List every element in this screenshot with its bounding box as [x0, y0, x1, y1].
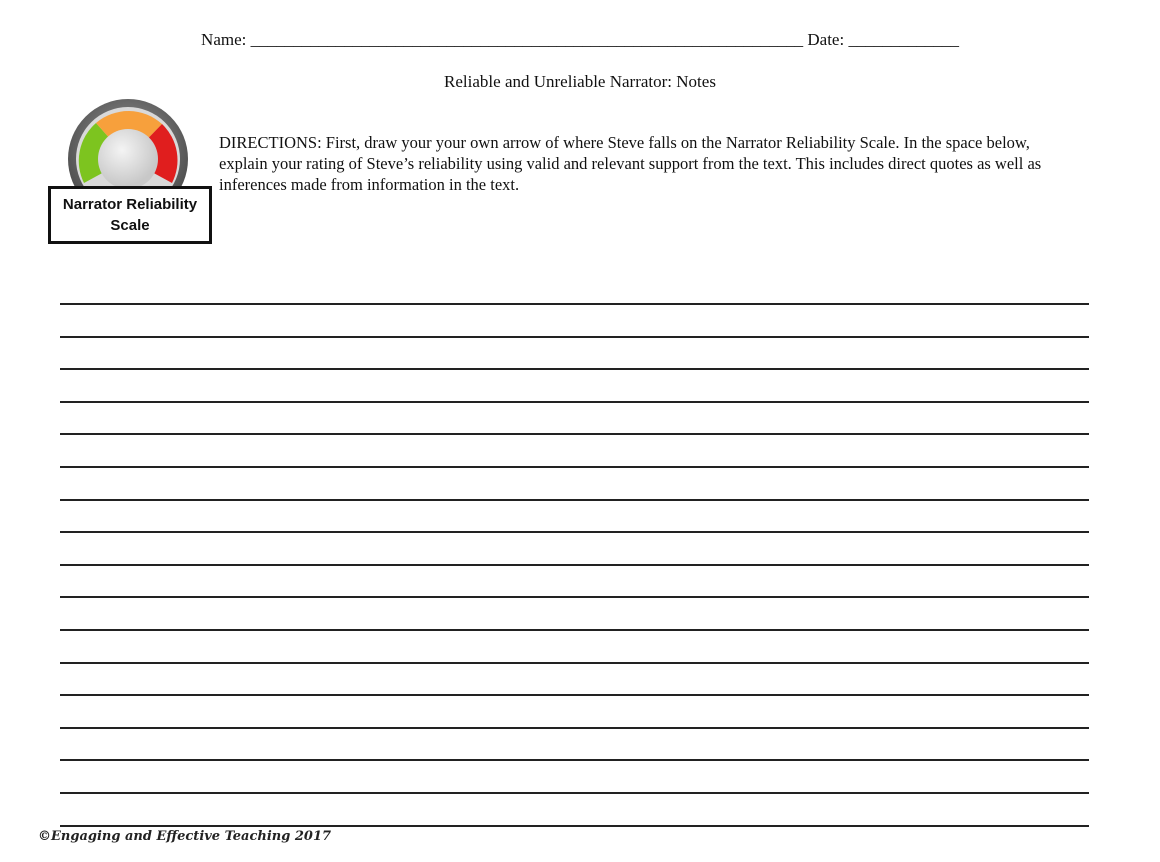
writing-line[interactable]	[60, 628, 1089, 631]
writing-line[interactable]	[60, 791, 1089, 794]
copyright-footer: ©Engaging and Effective Teaching 2017	[38, 829, 332, 844]
writing-line[interactable]	[60, 563, 1089, 566]
reliability-scale-label: Narrator Reliability Scale	[48, 186, 212, 244]
writing-line[interactable]	[60, 661, 1089, 664]
writing-line[interactable]	[60, 530, 1089, 533]
writing-line[interactable]	[60, 465, 1089, 468]
date-blank[interactable]: _____________	[848, 30, 959, 49]
writing-line[interactable]	[60, 824, 1089, 827]
writing-line[interactable]	[60, 693, 1089, 696]
writing-line[interactable]	[60, 498, 1089, 501]
writing-line[interactable]	[60, 726, 1089, 729]
writing-line[interactable]	[60, 432, 1089, 435]
writing-line[interactable]	[60, 758, 1089, 761]
directions-text: DIRECTIONS: First, draw your your own arrow of where Steve falls on the Narrator Reliability Scale. In the space below, explain your rating of Steve’s reliability using valid and relevant support from the text. This includes direct quotes as well as inferences made from information in the text.	[219, 133, 1042, 194]
writing-line[interactable]	[60, 400, 1089, 403]
writing-line[interactable]	[60, 595, 1089, 598]
name-label: Name:	[201, 30, 247, 49]
writing-area[interactable]	[60, 302, 1089, 856]
writing-line[interactable]	[60, 302, 1089, 305]
writing-line[interactable]	[60, 335, 1089, 338]
writing-line[interactable]	[60, 367, 1089, 370]
name-blank[interactable]: _________________________________________________________________	[250, 30, 804, 49]
header-line	[0, 30, 1160, 50]
date-label: Date:	[807, 30, 845, 49]
page-title: Reliable and Unreliable Narrator: Notes	[444, 72, 716, 91]
